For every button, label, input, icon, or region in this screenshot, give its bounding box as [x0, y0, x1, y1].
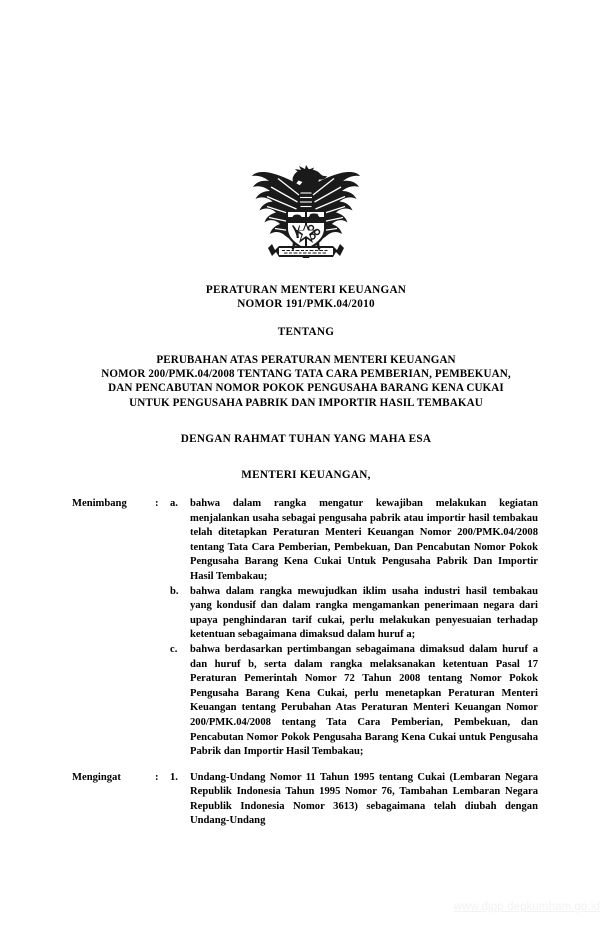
clause-group-menimbang — [72, 497, 538, 760]
footer-watermark: www.djpp.depkumham.go.id — [453, 901, 600, 913]
list-item — [170, 771, 538, 829]
clause-label-menimbang: Menimbang — [72, 498, 127, 509]
regulation-title-line1: PERATURAN MENTERI KEUANGAN — [205, 284, 407, 296]
subject-line-1: PERUBAHAN ATAS PERATURAN MENTERI KEUANGAN — [156, 353, 456, 366]
clause-colon-menimbang: : — [155, 498, 159, 509]
list-item — [170, 497, 538, 585]
regulation-subject — [36, 353, 576, 410]
garuda-pancasila-emblem — [247, 158, 365, 270]
item-text-c: bahwa berdasarkan pertimbangan sebagaimana dimaksud dalam huruf a dan huruf b, serta dalam rangka melaksanakan ketentuan Pasal 17 Peraturan Pemerintah Nomor 72 Tahun 2008 tentang Nomor Pokok Pengusaha Barang Kena Cukai, perlu menetapkan Peraturan Menteri Keuangan tentang Perubahan Atas Peraturan Menteri Keuangan Nomor 200/PMK.04/2008 tentang Tata Cara Pemberian, Pembekuan, dan Pencabutan Nomor Pokok Pengusaha Barang Kena Cukai untuk Pengusaha Pabrik dan Importir Hasil Tembakau; — [190, 643, 538, 758]
clause-colon-mengingat: : — [155, 771, 159, 783]
item-marker-c: c. — [170, 643, 178, 655]
heading-spacer-1 — [36, 311, 576, 325]
item-text-b: bahwa dalam rangka mewujudkan iklim usaha industri hasil tembakau yang kondusif dan dalam rangka mengamankan penerimaan negara dari upaya penghindaran tarif cukai, perlu melakukan penyesuaian terhadap ketentuan sebagaimana dimaksud dalam huruf a; — [190, 585, 538, 641]
subject-line-3: DAN PENCABUTAN NOMOR POKOK PENGUSAHA BARANG KENA CUKAI — [108, 382, 504, 395]
regulation-number-line: NOMOR 191/PMK.04/2010 — [237, 298, 375, 311]
authority-line: MENTERI KEUANGAN, — [241, 469, 371, 481]
item-text-1: Undang-Undang Nomor 11 Tahun 1995 tentang Cukai (Lembaran Negara Republik Indonesia Tahun 1995 Nomor 76, Tambahan Lembaran Negara Republik Indonesia Nomor 3613) sebagaimana telah diubah dengan Undang-Undang — [190, 771, 538, 827]
document-heading — [36, 283, 576, 410]
clause-items-menimbang — [170, 497, 538, 760]
subject-line-4: UNTUK PENGUSAHA PABRIK DAN IMPORTIR HASIL TEMBAKAU — [129, 396, 483, 409]
list-item — [170, 585, 538, 643]
clause-items-mengingat — [170, 771, 538, 829]
list-item — [170, 643, 538, 760]
clause-label-mengingat: Mengingat — [72, 771, 121, 783]
clause-section — [72, 497, 538, 829]
item-marker-a: a. — [170, 498, 178, 509]
subject-line-2: NOMOR 200/PMK.04/2008 TENTANG TATA CARA PEMBERIAN, PEMBEKUAN, — [101, 367, 511, 380]
item-marker-1: 1. — [170, 771, 178, 783]
item-marker-b: b. — [170, 585, 179, 597]
tentang-label: TENTANG — [277, 326, 335, 339]
blessing-line: DENGAN RAHMAT TUHAN YANG MAHA ESA — [180, 433, 432, 445]
emblem-container — [0, 158, 612, 270]
clause-group-mengingat — [72, 771, 538, 829]
item-text-a: bahwa dalam rangka mengatur kewajiban melakukan kegiatan menjalankan usaha sebagai pengusaha pabrik atau importir hasil tembakau telah ditetapkan Peraturan Menteri Keuangan Nomor 200/PMK.04/2008 tentang Tata Cara Pemberian, Pembekuan, Dan Pencabutan Nomor Pokok Pengusaha Barang Kena Cukai Untuk Pengusaha Pabrik Dan Importir Hasil Tembakau; — [190, 498, 538, 582]
heading-spacer-2 — [36, 340, 576, 353]
